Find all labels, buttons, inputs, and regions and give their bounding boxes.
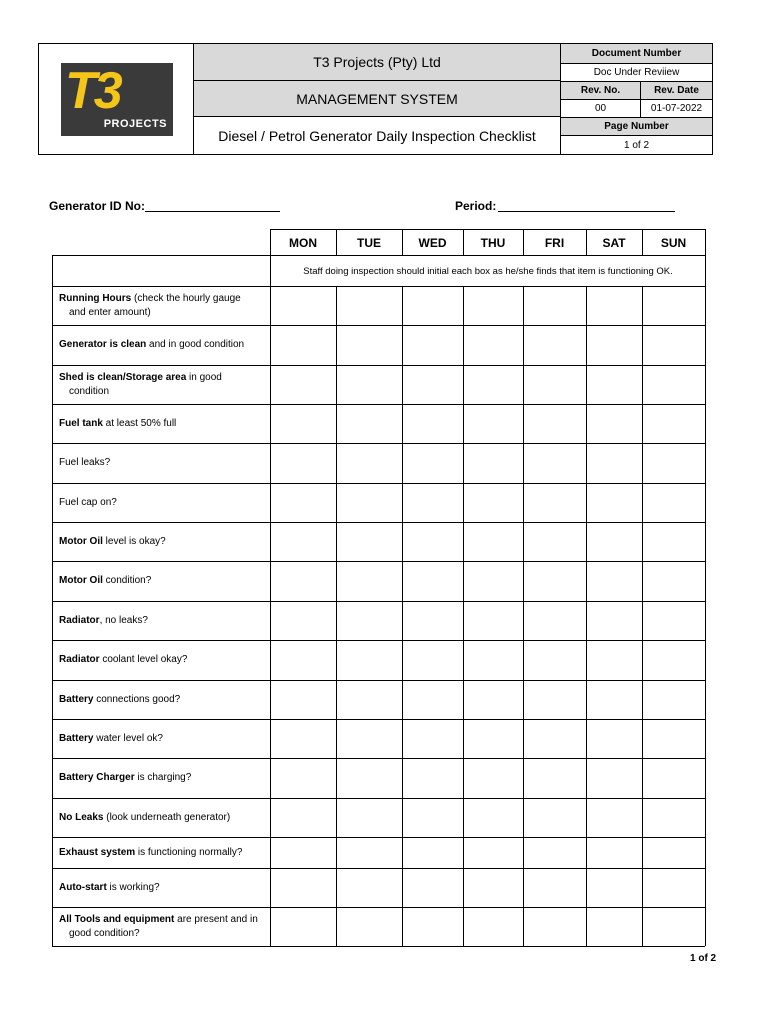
management-system-title: MANAGEMENT SYSTEM	[194, 81, 560, 117]
check-cell-mon[interactable]	[271, 720, 336, 758]
checklist-item-text	[59, 846, 267, 860]
checklist-item	[59, 680, 267, 719]
item-bold-text: Battery	[59, 693, 94, 705]
check-cell-mon[interactable]	[271, 869, 336, 907]
check-cell-wed[interactable]	[403, 720, 463, 758]
check-cell-wed[interactable]	[403, 908, 463, 946]
check-cell-sat[interactable]	[587, 681, 642, 719]
item-bold-text: Motor Oil	[59, 575, 103, 586]
rev-date-label: Rev. Date	[641, 82, 712, 100]
check-cell-fri[interactable]	[524, 326, 586, 365]
checklist-item	[59, 758, 267, 798]
company-name: T3 Projects (Pty) Ltd	[194, 44, 560, 81]
check-cell-wed[interactable]	[403, 484, 463, 522]
checklist-item	[59, 404, 267, 443]
item-text: is charging?	[134, 772, 192, 783]
check-cell-fri[interactable]	[524, 562, 586, 601]
check-cell-fri[interactable]	[524, 641, 586, 680]
check-cell-thu[interactable]	[464, 602, 523, 640]
check-cell-sun[interactable]	[643, 366, 705, 404]
day-header-tue: TUE	[357, 235, 381, 250]
rev-date-value: 01-07-2022	[641, 100, 712, 118]
checklist-item-text	[59, 496, 267, 510]
check-cell-tue[interactable]	[337, 602, 402, 640]
checklist-item	[59, 483, 267, 522]
check-cell-tue[interactable]	[337, 641, 402, 680]
check-cell-fri[interactable]	[524, 869, 586, 907]
check-cell-sat[interactable]	[587, 444, 642, 483]
check-cell-mon[interactable]	[271, 523, 336, 561]
check-cell-sun[interactable]	[643, 681, 705, 719]
check-cell-tue[interactable]	[337, 484, 402, 522]
check-cell-fri[interactable]	[524, 523, 586, 561]
rev-no-value: 00	[561, 100, 641, 118]
logo-cell	[39, 44, 194, 154]
check-cell-sun[interactable]	[643, 720, 705, 758]
checklist-item	[59, 561, 267, 601]
check-cell-sat[interactable]	[587, 602, 642, 640]
item-text-continued: good condition?	[69, 927, 140, 939]
check-cell-sun[interactable]	[643, 838, 705, 868]
checklist-item	[59, 798, 267, 837]
check-cell-fri[interactable]	[524, 484, 586, 522]
checklist-item	[59, 837, 267, 868]
check-cell-sat[interactable]	[587, 484, 642, 522]
checklist-item	[59, 719, 267, 758]
instruction-text: Staff doing inspection should initial each box as he/she finds that item is functioning OK.	[303, 265, 673, 277]
check-cell-thu[interactable]	[464, 908, 523, 946]
check-cell-tue[interactable]	[337, 720, 402, 758]
check-cell-mon[interactable]	[271, 908, 336, 946]
check-cell-mon[interactable]	[271, 484, 336, 522]
check-cell-tue[interactable]	[337, 681, 402, 719]
check-cell-sun[interactable]	[643, 523, 705, 561]
checklist-item	[59, 522, 267, 561]
item-bold-text: No Leaks	[59, 811, 104, 823]
checklist-item	[59, 443, 267, 483]
check-cell-sat[interactable]	[587, 366, 642, 404]
check-cell-sat[interactable]	[587, 641, 642, 680]
item-text: connections good?	[93, 693, 181, 705]
checklist-item-text	[59, 653, 267, 667]
document-control-panel	[560, 44, 712, 154]
check-cell-wed[interactable]	[403, 562, 463, 601]
item-bold-text: Radiator	[59, 654, 100, 665]
generator-id-label: Generator ID No:	[49, 199, 146, 213]
check-cell-fri[interactable]	[524, 602, 586, 640]
check-cell-sun[interactable]	[643, 908, 705, 946]
checklist-item-text	[59, 771, 267, 785]
check-cell-tue[interactable]	[337, 908, 402, 946]
check-cell-sat[interactable]	[587, 287, 642, 325]
checklist-item-text	[59, 811, 267, 825]
check-cell-thu[interactable]	[464, 562, 523, 601]
item-bold-text: Battery Charger	[59, 772, 135, 783]
item-text: is functioning normally?	[135, 846, 243, 858]
check-cell-thu[interactable]	[464, 326, 523, 365]
item-text: water level ok?	[93, 732, 163, 744]
check-cell-mon[interactable]	[271, 444, 336, 483]
doc-number-label: Document Number	[561, 44, 712, 64]
grid-line	[705, 229, 706, 946]
check-cell-sat[interactable]	[587, 523, 642, 561]
check-cell-fri[interactable]	[524, 287, 586, 325]
item-text: coolant level okay?	[99, 654, 188, 665]
check-cell-mon[interactable]	[271, 326, 336, 365]
check-cell-tue[interactable]	[337, 366, 402, 404]
check-cell-sat[interactable]	[587, 759, 642, 798]
checklist-item-text	[59, 881, 267, 895]
check-cell-sun[interactable]	[643, 602, 705, 640]
check-cell-sat[interactable]	[587, 562, 642, 601]
checklist-item-text	[59, 371, 267, 385]
check-cell-mon[interactable]	[271, 641, 336, 680]
check-cell-sun[interactable]	[643, 444, 705, 483]
check-cell-wed[interactable]	[403, 759, 463, 798]
check-cell-sat[interactable]	[587, 799, 642, 837]
day-header-sun: SUN	[660, 235, 687, 250]
item-bold-text: All Tools and equipment	[59, 913, 175, 925]
check-cell-mon[interactable]	[271, 602, 336, 640]
item-text: at least 50% full	[102, 417, 177, 429]
document-header	[38, 43, 713, 155]
checklist-item	[59, 640, 267, 680]
item-text: and in good condition	[146, 339, 245, 350]
check-cell-sat[interactable]	[587, 405, 642, 443]
check-cell-wed[interactable]	[403, 602, 463, 640]
item-text: (look underneath generator)	[103, 811, 231, 823]
period-field[interactable]	[498, 210, 675, 212]
check-cell-mon[interactable]	[271, 405, 336, 443]
day-header-thu: THU	[480, 235, 506, 250]
check-cell-sun[interactable]	[643, 869, 705, 907]
day-header-sat: SAT	[602, 235, 626, 250]
check-cell-wed[interactable]	[403, 641, 463, 680]
check-cell-thu[interactable]	[464, 799, 523, 837]
rev-no-label: Rev. No.	[561, 82, 641, 100]
check-cell-sat[interactable]	[587, 869, 642, 907]
item-bold-text: Battery	[59, 732, 94, 744]
check-cell-thu[interactable]	[464, 838, 523, 868]
check-cell-tue[interactable]	[337, 799, 402, 837]
check-cell-sun[interactable]	[643, 562, 705, 601]
check-cell-sun[interactable]	[643, 484, 705, 522]
page-number-value: 1 of 2	[623, 139, 650, 151]
page-footer: 1 of 2	[690, 953, 717, 964]
day-header-fri: FRI	[544, 235, 565, 250]
checklist-item-text	[59, 614, 267, 628]
check-cell-tue[interactable]	[337, 562, 402, 601]
check-cell-fri[interactable]	[524, 720, 586, 758]
item-text-continued: and enter amount)	[69, 306, 151, 318]
check-cell-tue[interactable]	[337, 444, 402, 483]
grid-line	[52, 255, 53, 946]
item-bold-text: Auto-start	[59, 881, 107, 893]
check-cell-wed[interactable]	[403, 799, 463, 837]
generator-id-field[interactable]	[145, 210, 280, 212]
check-cell-thu[interactable]	[464, 484, 523, 522]
checklist-item-text	[59, 693, 267, 707]
check-cell-fri[interactable]	[524, 444, 586, 483]
item-bold-text: Fuel tank	[59, 417, 103, 429]
check-cell-wed[interactable]	[403, 523, 463, 561]
document-title: Diesel / Petrol Generator Daily Inspection Checklist	[194, 117, 560, 154]
checklist-item	[59, 325, 267, 365]
day-header-mon: MON	[289, 235, 317, 250]
check-cell-wed[interactable]	[403, 838, 463, 868]
check-cell-sat[interactable]	[587, 326, 642, 365]
checklist-item-text	[59, 338, 267, 352]
check-cell-sat[interactable]	[587, 720, 642, 758]
check-cell-tue[interactable]	[337, 523, 402, 561]
check-cell-tue[interactable]	[337, 838, 402, 868]
checklist-item-text	[59, 732, 267, 746]
check-cell-sat[interactable]	[587, 908, 642, 946]
check-cell-mon[interactable]	[271, 838, 336, 868]
check-cell-sat[interactable]	[587, 838, 642, 868]
check-cell-fri[interactable]	[524, 908, 586, 946]
grid-line	[52, 946, 705, 947]
check-cell-mon[interactable]	[271, 366, 336, 404]
item-text: condition?	[102, 575, 152, 586]
checklist-item	[59, 286, 267, 325]
period-label: Period:	[455, 199, 497, 213]
item-bold-text: Shed is clean/Storage area	[59, 371, 187, 383]
checklist-item	[59, 907, 267, 946]
check-cell-thu[interactable]	[464, 366, 523, 404]
check-cell-tue[interactable]	[337, 405, 402, 443]
check-cell-wed[interactable]	[403, 287, 463, 325]
item-text: in good	[186, 371, 222, 383]
item-bold-text: Exhaust system	[59, 846, 136, 858]
check-cell-tue[interactable]	[337, 287, 402, 325]
check-cell-thu[interactable]	[464, 405, 523, 443]
check-cell-wed[interactable]	[403, 405, 463, 443]
checklist-item	[59, 601, 267, 640]
check-cell-thu[interactable]	[464, 287, 523, 325]
check-cell-mon[interactable]	[271, 759, 336, 798]
logo-wordmark: PROJECTS	[103, 118, 167, 130]
check-cell-fri[interactable]	[524, 838, 586, 868]
check-cell-wed[interactable]	[403, 366, 463, 404]
check-cell-thu[interactable]	[464, 720, 523, 758]
item-text: are present and in	[174, 913, 258, 925]
checklist-item-text	[59, 456, 267, 470]
check-cell-sun[interactable]	[643, 326, 705, 365]
check-cell-fri[interactable]	[524, 759, 586, 798]
logo-mark: T3	[65, 62, 120, 120]
check-cell-sun[interactable]	[643, 641, 705, 680]
check-cell-wed[interactable]	[403, 869, 463, 907]
item-text: level is okay?	[102, 535, 166, 547]
check-cell-sun[interactable]	[643, 287, 705, 325]
check-cell-wed[interactable]	[403, 326, 463, 365]
item-text-continued: condition	[69, 385, 110, 397]
check-cell-fri[interactable]	[524, 799, 586, 837]
check-cell-thu[interactable]	[464, 759, 523, 798]
item-text: , no leaks?	[99, 614, 148, 626]
check-cell-thu[interactable]	[464, 869, 523, 907]
checklist-item	[59, 365, 267, 404]
check-cell-mon[interactable]	[271, 287, 336, 325]
checklist-item	[59, 868, 267, 907]
checklist-item-text	[59, 574, 267, 588]
day-header-wed: WED	[418, 235, 447, 250]
item-bold-text: Radiator	[59, 614, 100, 626]
check-cell-fri[interactable]	[524, 366, 586, 404]
company-logo	[61, 63, 173, 136]
checklist-item-text	[59, 535, 267, 549]
item-text: Fuel leaks?	[59, 457, 111, 468]
check-cell-sun[interactable]	[643, 759, 705, 798]
check-cell-thu[interactable]	[464, 641, 523, 680]
item-bold-text: Generator is clean	[59, 339, 147, 350]
check-cell-thu[interactable]	[464, 523, 523, 561]
check-cell-wed[interactable]	[403, 444, 463, 483]
item-text: is working?	[106, 881, 160, 893]
check-cell-fri[interactable]	[524, 681, 586, 719]
checklist-item-text	[59, 417, 267, 431]
check-cell-fri[interactable]	[524, 405, 586, 443]
check-cell-mon[interactable]	[271, 681, 336, 719]
doc-number-value: Doc Under Reviiew	[561, 64, 712, 82]
item-bold-text: Motor Oil	[59, 535, 103, 547]
check-cell-thu[interactable]	[464, 444, 523, 483]
check-cell-thu[interactable]	[464, 681, 523, 719]
item-text: Fuel cap on?	[59, 496, 117, 508]
check-cell-tue[interactable]	[337, 326, 402, 365]
item-bold-text: Running Hours	[59, 292, 132, 304]
checklist-item-text	[59, 292, 267, 306]
page-number-label: Page Number	[561, 118, 712, 136]
check-cell-mon[interactable]	[271, 799, 336, 837]
check-cell-sun[interactable]	[643, 799, 705, 837]
item-text: (check the hourly gauge	[131, 292, 241, 304]
check-cell-sun[interactable]	[643, 405, 705, 443]
check-cell-tue[interactable]	[337, 869, 402, 907]
check-cell-tue[interactable]	[337, 759, 402, 798]
check-cell-wed[interactable]	[403, 681, 463, 719]
check-cell-mon[interactable]	[271, 562, 336, 601]
checklist-item-text	[59, 913, 267, 927]
